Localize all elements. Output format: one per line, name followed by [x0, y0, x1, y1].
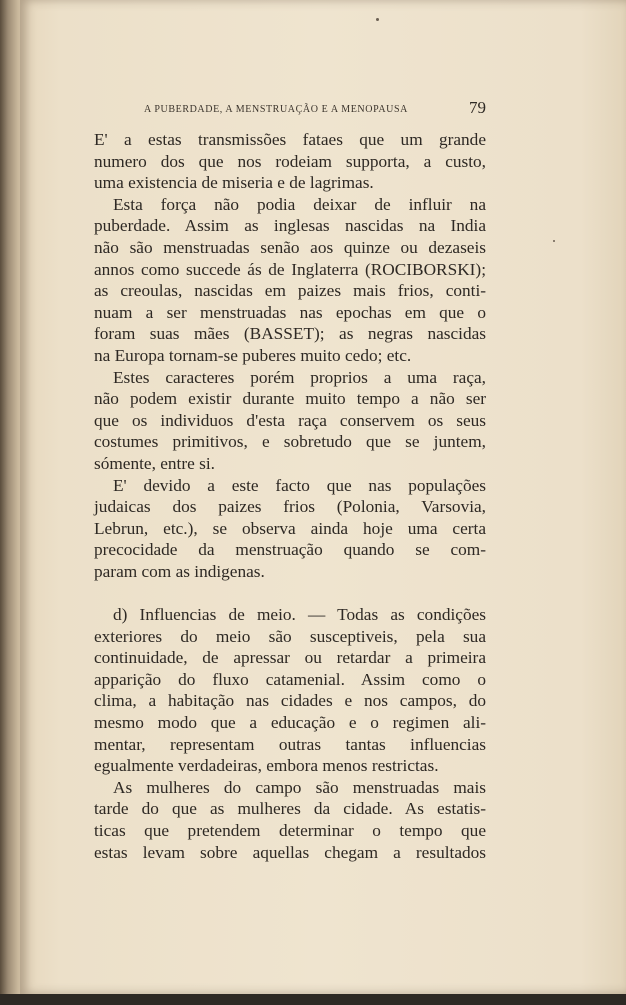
text-line: clima, a habitação nas cidades e nos campos, do — [94, 691, 486, 711]
text-line: as creoulas, nascidas em paizes mais frios, conti- — [94, 281, 486, 301]
text-line: uma existencia de miseria e de lagrimas. — [94, 173, 374, 193]
body-text — [94, 129, 486, 863]
text-line: mentar, representam outras tantas influencias — [94, 734, 486, 754]
text-line: param com as indigenas. — [94, 561, 265, 581]
text-line: judaicas dos paizes frios (Polonia, Varsovia, — [94, 497, 486, 517]
text-line: costumes primitivos, e sobretudo que se juntem, — [94, 432, 486, 452]
text-line: estas levam sobre aquellas chegam a resultados — [94, 842, 486, 862]
text-line: mesmo modo que a educação e o regimen ali- — [94, 713, 486, 733]
text-line: numero dos que nos rodeiam supporta, a custo, — [94, 151, 486, 171]
text-line: nuam a ser menstruadas nas epochas em que o — [94, 302, 486, 322]
text-line: continuidade, de apressar ou retardar a primeira — [94, 648, 486, 668]
text-line: E' a estas transmissões fataes que um grande — [94, 130, 486, 149]
text-line: foram suas mães (BASSET); as negras nascidas — [94, 324, 486, 344]
paper-speck — [376, 18, 379, 21]
page-header — [92, 98, 492, 124]
text-line: puberdade. Assim as inglesas nascidas na India — [94, 216, 486, 236]
text-line: annos como succede ás de Inglaterra (ROCIBORSKI); — [94, 259, 486, 279]
paragraph-gap — [94, 582, 486, 604]
text-line: sómente, entre si. — [94, 453, 215, 473]
text-line: As mulheres do campo são menstruadas mais — [113, 777, 486, 797]
text-line: que os individuos d'esta raça conservem os seus — [94, 410, 486, 430]
running-title: A PUBERDADE, A MENSTRUAÇÃO E A MENOPAUSA — [144, 104, 408, 115]
paper-speck — [553, 240, 555, 242]
text-line: exteriores do meio são susceptiveis, pela sua — [94, 626, 486, 646]
text-line: não são menstruadas senão aos quinze ou dezaseis — [94, 237, 486, 257]
text-line: Lebrun, etc.), se observa ainda hoje uma certa — [94, 518, 486, 538]
page-bottom-edge — [0, 994, 626, 1005]
text-line: E' devido a este facto que nas populações — [113, 475, 486, 495]
page-number: 79 — [469, 98, 486, 117]
text-line: tarde do que as mulheres da cidade. As estatis- — [94, 799, 486, 819]
text-line: d) Influencias de meio. — Todas as condições — [113, 605, 486, 625]
text-line: apparição do fluxo catamenial. Assim como o — [94, 669, 486, 689]
text-line: não podem existir durante muito tempo a não ser — [94, 389, 486, 409]
text-line: egualmente verdadeiras, embora menos restrictas. — [94, 756, 439, 776]
text-line: Estes caracteres porém proprios a uma raça, — [113, 367, 486, 387]
text-line: ticas que pretendem determinar o tempo que — [94, 821, 486, 840]
text-line: Esta força não podia deixar de influir na — [113, 194, 486, 214]
text-line: precocidade da menstruação quando se com- — [94, 540, 486, 560]
text-line: na Europa tornam-se puberes muito cedo; etc. — [94, 345, 412, 365]
